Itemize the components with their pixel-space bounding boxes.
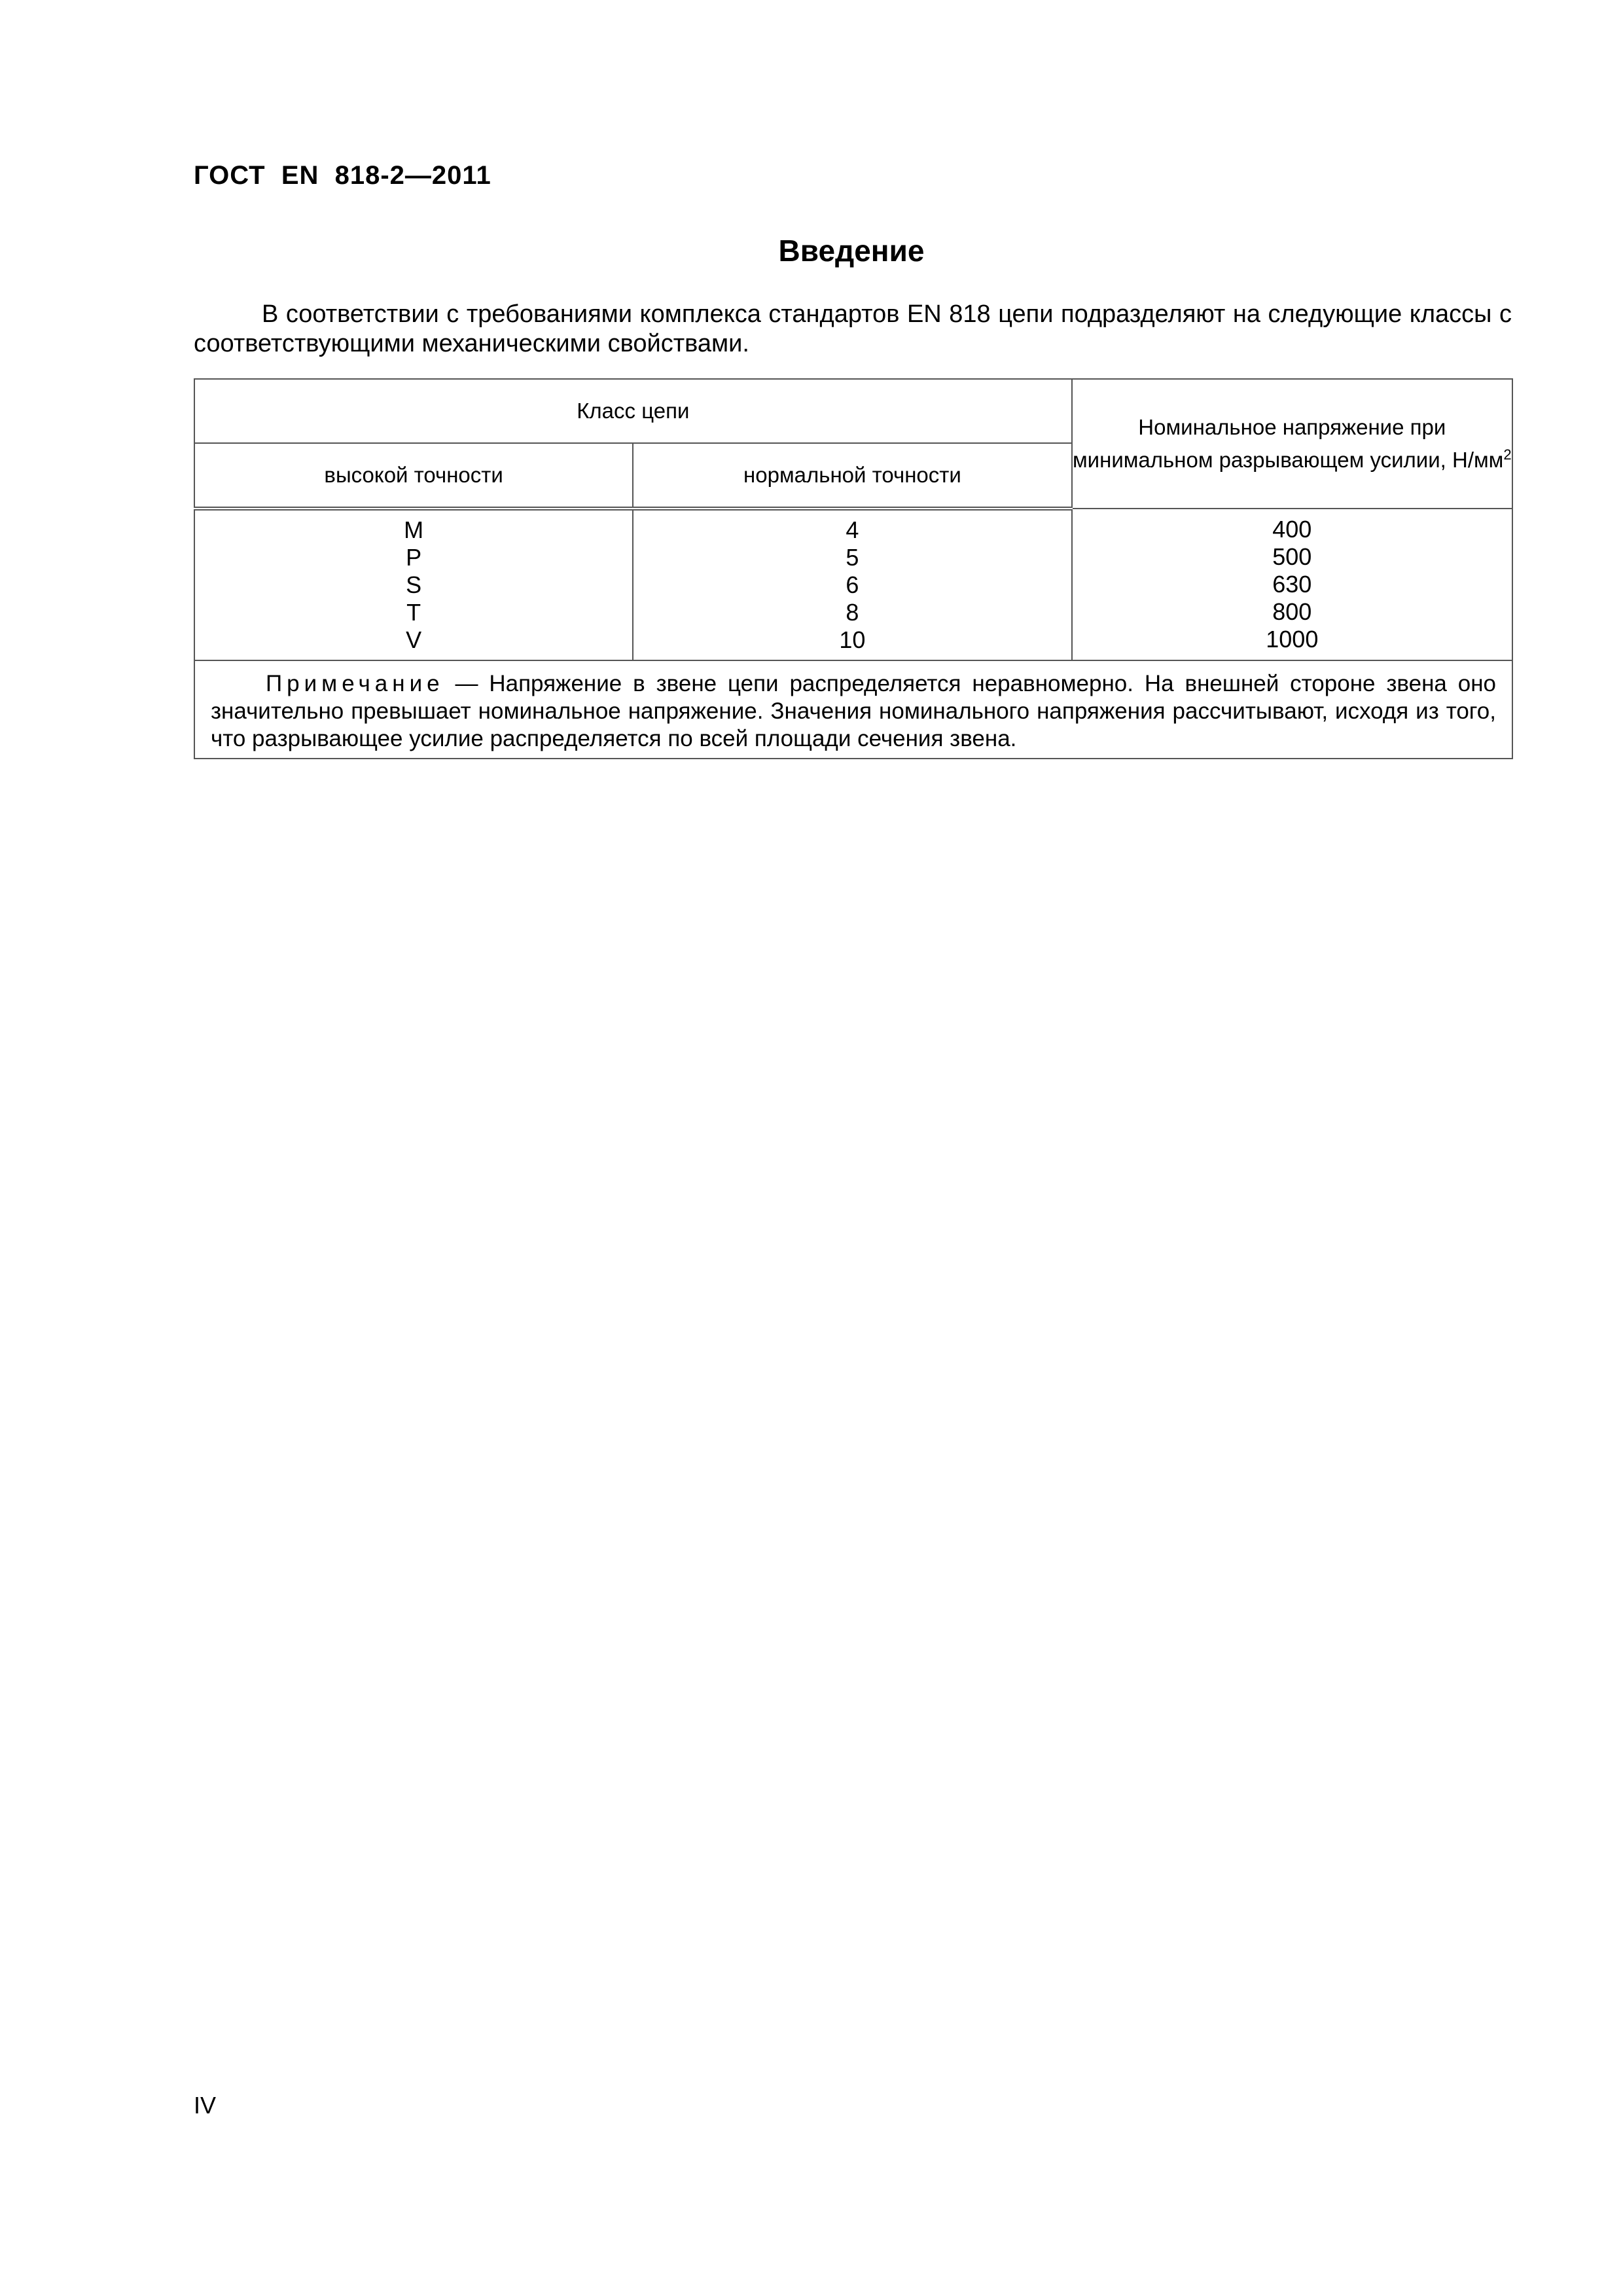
nominal-stress-values — [1072, 509, 1512, 660]
table-cell: 10 — [839, 626, 866, 653]
table-cell: 6 — [846, 571, 859, 598]
note-label: Примечание — [266, 671, 444, 696]
header-nominal-stress-exponent: 2 — [1503, 446, 1512, 463]
chain-class-table — [194, 378, 1513, 759]
header-nominal-stress — [1072, 379, 1512, 509]
table-cell: 400 — [1272, 516, 1312, 543]
header-nominal-stress-text: Номинальное напряжение при минимальном разрывающем усилии, Н/мм — [1072, 415, 1504, 472]
document-header: ГОСТ EN 818-2—2011 — [194, 161, 491, 190]
header-normal-accuracy: нормальной точности — [633, 443, 1071, 509]
note-text: — Напряжение в звене цепи распределяется неравномерно. На внешней стороне звена оно значительно превышает номинальное напряжение. Значения номинального напряжения рассчитывают, исходя из того, что разрывающее усилие распределяется по всей площади сечения звена. — [211, 671, 1496, 751]
table-cell: 8 — [846, 599, 859, 626]
table-cell: 630 — [1272, 571, 1312, 598]
table-cell: V — [406, 626, 422, 653]
table-cell: 800 — [1272, 598, 1312, 625]
table-cell: T — [406, 599, 421, 626]
section-title: Введение — [778, 234, 925, 268]
table-cell: M — [404, 516, 424, 543]
table-cell: P — [406, 544, 422, 571]
table-cell: 5 — [846, 544, 859, 571]
table-cell: 500 — [1272, 543, 1312, 570]
header-chain-class: Класс цепи — [194, 379, 1072, 443]
table-cell: S — [406, 571, 422, 598]
intro-paragraph: В соответствии с требованиями комплекса стандартов EN 818 цепи подразделяют на следующие классы с соответствующими механическими свойствами. — [194, 300, 1512, 357]
page-number: IV — [194, 2092, 217, 2119]
table-note — [194, 660, 1512, 759]
table-cell: 1000 — [1266, 626, 1319, 653]
high-accuracy-values — [194, 509, 633, 660]
header-high-accuracy: высокой точности — [194, 443, 633, 509]
normal-accuracy-values — [633, 509, 1071, 660]
table-cell: 4 — [846, 516, 859, 543]
